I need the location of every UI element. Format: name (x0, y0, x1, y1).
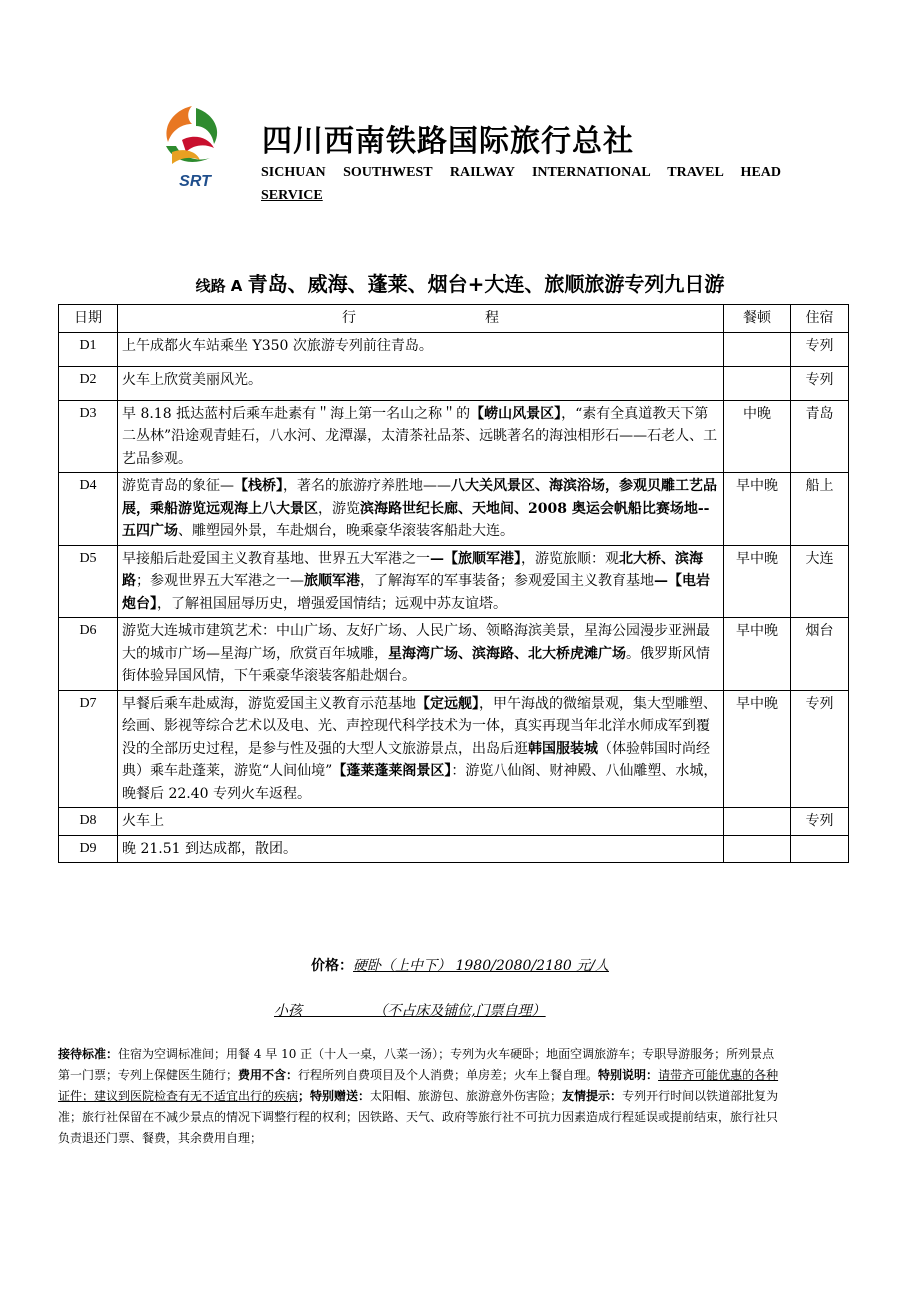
table-row (59, 618, 849, 691)
table-header-row (59, 305, 849, 333)
lodging-cell: 专列 (791, 366, 849, 400)
itinerary-highlight: —【旅顺军港】 (430, 550, 521, 567)
meal-cell (724, 835, 791, 863)
price-label: 价格： (311, 958, 354, 974)
itinerary-text: 、雕塑园外景，车赴烟台，晚乘豪华滚装客船赴大连。 (178, 523, 514, 539)
meal-cell (724, 332, 791, 366)
itinerary-text: ，了解海军的军事装备；参观爱国主义教育基地 (360, 573, 654, 589)
lodging-cell: 专列 (791, 808, 849, 836)
header-itinerary-2: 程 (484, 310, 499, 326)
itinerary-text: 。俄罗斯风情街体验异国风情，下午乘豪华滚装客船赴烟台。 (122, 645, 710, 684)
table-row (59, 332, 849, 366)
day-cell: D8 (59, 808, 118, 836)
itinerary-highlight: 星海湾广场、滨海路、北大桥虎滩广场 (388, 645, 626, 662)
company-logo (152, 100, 238, 190)
itinerary-text: 游览青岛的象征— (122, 478, 234, 494)
itinerary-text: 火车上欣赏美丽风光。 (122, 371, 262, 388)
meal-cell: 早中晚 (724, 690, 791, 808)
meal-cell (724, 366, 791, 400)
meal-cell: 早中晚 (724, 473, 791, 546)
day-cell: D4 (59, 473, 118, 546)
itinerary-highlight: 【蓬莱蓬莱阁景区】 (332, 763, 452, 779)
lodging-cell: 青岛 (791, 400, 849, 473)
day-cell: D9 (59, 835, 118, 863)
gift-text: 太阳帽、旅游包、旅游意外伤害险； (370, 1089, 563, 1103)
itinerary-cell (118, 366, 724, 400)
price-line (0, 955, 920, 975)
lodging-cell (791, 835, 849, 863)
itinerary-highlight: 【定远舰】 (416, 695, 479, 712)
itinerary-cell (118, 690, 724, 808)
itinerary-highlight: 【崂山风景区】 (470, 405, 562, 422)
table-row (59, 835, 849, 863)
meal-cell: 早中晚 (724, 618, 791, 691)
itinerary-text: ，游览旅顺：观 (521, 550, 619, 567)
lodging-cell: 专列 (791, 332, 849, 366)
header-meals: 餐顿 (724, 305, 791, 333)
itinerary-text: 早餐后乘车赴威海，游览爱国主义教育示范基地 (122, 695, 416, 712)
meal-cell: 早中晚 (724, 545, 791, 618)
itinerary-text: 早 8.18 抵达蓝村后乘车赴素有＂海上第一名山之称＂的 (122, 405, 471, 422)
day-cell: D3 (59, 400, 118, 473)
price-value: 硬卧（上中下） 1980/2080/2180 元/人 (353, 958, 609, 974)
itinerary-text: ，“素有全真道教天下第二丛林”沿途观青蛙石，八水河、龙潭瀑，太清茶社品茶、远眺著名的海浊相形石——石老人、工艺品参观。 (122, 405, 718, 467)
lodging-cell: 船上 (791, 473, 849, 546)
meal-cell (724, 808, 791, 836)
itinerary-cell (118, 618, 724, 691)
company-name-en-line2: SERVICE (261, 188, 323, 203)
tips-label: 友情提示： (562, 1089, 623, 1103)
itinerary-highlight: 八大关风景区、海滨浴场，参观贝雕工艺品展，乘船游览远观海上八大景区 (122, 478, 717, 517)
table-row (59, 690, 849, 808)
itinerary-cell (118, 835, 724, 863)
special-text: 请带齐可能优惠的各种证件；建议到医院检查有无不适宜出行的疾病 (58, 1068, 779, 1103)
day-cell: D5 (59, 545, 118, 618)
table-row (59, 473, 849, 546)
itinerary-text: 晚 21.51 到达成都，散团。 (122, 840, 297, 857)
itinerary-text: ，著名的旅游疗养胜地—— (283, 478, 451, 494)
itinerary-text: ；参观世界五大军港之一— (136, 573, 304, 589)
itinerary-highlight: —【电岩炮台】 (122, 573, 710, 612)
table-row (59, 545, 849, 618)
itinerary-highlight: 【栈桥】 (234, 478, 283, 494)
day-cell: D6 (59, 618, 118, 691)
child-price-note: 小孩 （不占床及铺位,门票自理） (274, 1003, 546, 1019)
itinerary-text: 上午成都火车站乘坐 Y350 次旅游专列前往青岛。 (122, 337, 433, 354)
itinerary-text: ，游览 (318, 500, 360, 517)
lodging-cell: 大连 (791, 545, 849, 618)
itinerary-text: ：游览八仙阁、财神殿、八仙雕塑、水城，晚餐后 22.40 专列火车返程。 (122, 763, 718, 802)
lodging-cell: 烟台 (791, 618, 849, 691)
route-title (0, 268, 920, 297)
itinerary-text: ，甲午海战的微缩景观，集大型雕塑、绘画、影视等综合艺术以及电、光、声控现代科学技术为一体，真实再现当年北洋水师成军到覆没的全部历史过程，是参与性及强的大型人文旅游景点，出岛后逛 (122, 695, 717, 757)
route-prefix: 线路 A (195, 277, 248, 295)
table-row (59, 808, 849, 836)
meal-cell: 中晚 (724, 400, 791, 473)
itinerary-table (58, 304, 849, 863)
itinerary-text: 游览大连城市建筑艺术：中山广场、友好广场、人民广场、领略海滨美景，星海公园漫步亚洲最大的城市广场—星海广场，欣赏百年城雕， (122, 623, 710, 662)
gift-label: ；特别赠送： (298, 1089, 371, 1103)
header-itinerary-1: 行 (342, 310, 357, 326)
itinerary-text: （体验韩国时尚经典）乘车赴蓬莱，游览“人间仙境” (122, 740, 710, 779)
service-notes (58, 1044, 782, 1149)
day-cell: D7 (59, 690, 118, 808)
table-row (59, 366, 849, 400)
day-cell: D2 (59, 366, 118, 400)
itinerary-text: 火车上 (122, 813, 164, 829)
route-name: 青岛、威海、蓬莱、烟台+大连、旅顺旅游专列九日游 (247, 272, 725, 296)
header-lodging: 住宿 (791, 305, 849, 333)
standard-text: 住宿为空调标准间；用餐 4 早 10 正（十人一桌，八菜一汤）；专列为火车硬卧；地面空调旅游车；专职导游服务；所列景点第一门票；专列上保健医生随行； (58, 1047, 775, 1082)
table-row (59, 400, 849, 473)
itinerary-highlight: 韩国服装城 (528, 740, 598, 757)
company-name-en-line1: SICHUAN SOUTHWEST RAILWAY INTERNATIONAL TRAVEL HEAD (261, 165, 781, 180)
tips-text: 专列开行时间以铁道部批复为准；旅行社保留在不减少景点的情况下调整行程的权利；因铁路、天气、政府等旅行社不可抗力因素造成行程延误或提前结束，旅行社只负责退还门票、餐费，其余费用自理； (58, 1089, 779, 1145)
itinerary-text: 早接船后赴爱国主义教育基地、世界五大军港之一 (122, 550, 430, 567)
itinerary-highlight: 北大桥、滨海路 (122, 550, 703, 589)
itinerary-highlight: 滨海路世纪长廊、天地间、2008 奥运会帆船比赛场地--五四广场 (122, 500, 710, 539)
header-date: 日期 (59, 305, 118, 333)
itinerary-cell (118, 473, 724, 546)
itinerary-cell (118, 545, 724, 618)
itinerary-cell (118, 332, 724, 366)
header-itinerary (118, 305, 724, 333)
itinerary-text: ，了解祖国屈辱历史，增强爱国情结；远观中苏友谊塔。 (157, 595, 507, 612)
day-cell: D1 (59, 332, 118, 366)
special-label: 特别说明： (598, 1068, 659, 1082)
logo-text: SRT (179, 173, 211, 190)
standard-label: 接待标准： (58, 1047, 119, 1061)
lodging-cell: 专列 (791, 690, 849, 808)
exclusions-text: 行程所列自费项目及个人消费；单房差；火车上餐自理。 (298, 1068, 599, 1082)
itinerary-cell (118, 808, 724, 836)
company-name-cn: 四川西南铁路国际旅行总社 (262, 124, 634, 159)
exclusions-label: 费用不含： (238, 1068, 299, 1082)
itinerary-cell (118, 400, 724, 473)
itinerary-highlight: 旅顺军港 (304, 573, 360, 589)
